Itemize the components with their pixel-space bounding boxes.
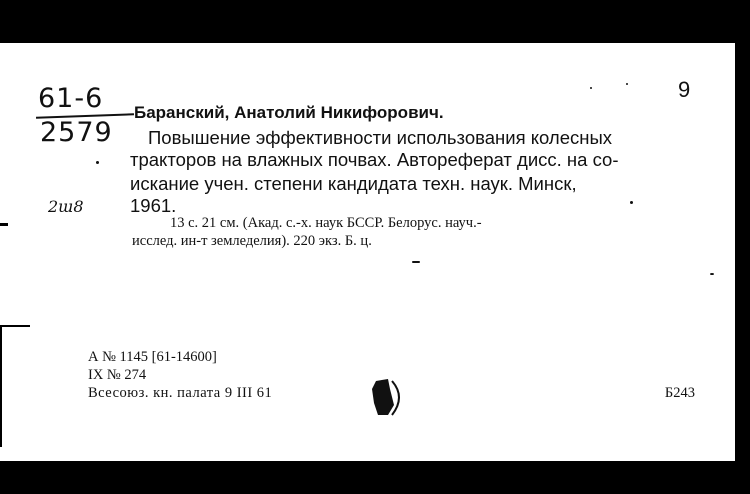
handwritten-call-number-top: 61-6 [38, 83, 104, 114]
handwritten-call-number-bottom: 2579 [40, 117, 113, 148]
catalog-card [30, 43, 735, 461]
handwritten-margin-note: 2ա8 [48, 197, 84, 216]
accession-line: А № 1145 [61-14600] [88, 349, 217, 365]
title-line: Повышение эффективности использования колесных [148, 127, 613, 148]
accession-line: IX № 274 [88, 367, 147, 383]
scan-left-margin [0, 43, 30, 461]
author-heading: Баранский, Анатолий Никифорович. [134, 103, 444, 122]
speck [96, 161, 99, 164]
description-line: исслед. ин-т земледелия). 220 экз. Б. ц. [132, 233, 372, 249]
speck [590, 87, 592, 89]
scan-frame-top [0, 0, 750, 43]
speck [626, 83, 628, 85]
ink-blot-icon [366, 375, 402, 419]
classification-code: Б243 [664, 385, 695, 401]
speck [412, 261, 420, 263]
accession-line: Всесоюз. кн. палата 9 III 61 [88, 385, 273, 401]
description-line: 13 с. 21 см. (Акад. с.-х. наук БССР. Белорус. науч.- [170, 215, 482, 231]
speck [710, 273, 714, 275]
scan-frame-right [735, 43, 750, 461]
title-line: 1961. [130, 195, 177, 216]
speck [630, 201, 633, 204]
title-line: тракторов на влажных почвах. Автореферат дисс. на со- [130, 149, 619, 170]
title-line: искание учен. степени кандидата техн. наук. Минск, [130, 173, 577, 194]
scan-frame-bottom [0, 461, 750, 494]
card-number: 9 [678, 77, 691, 102]
